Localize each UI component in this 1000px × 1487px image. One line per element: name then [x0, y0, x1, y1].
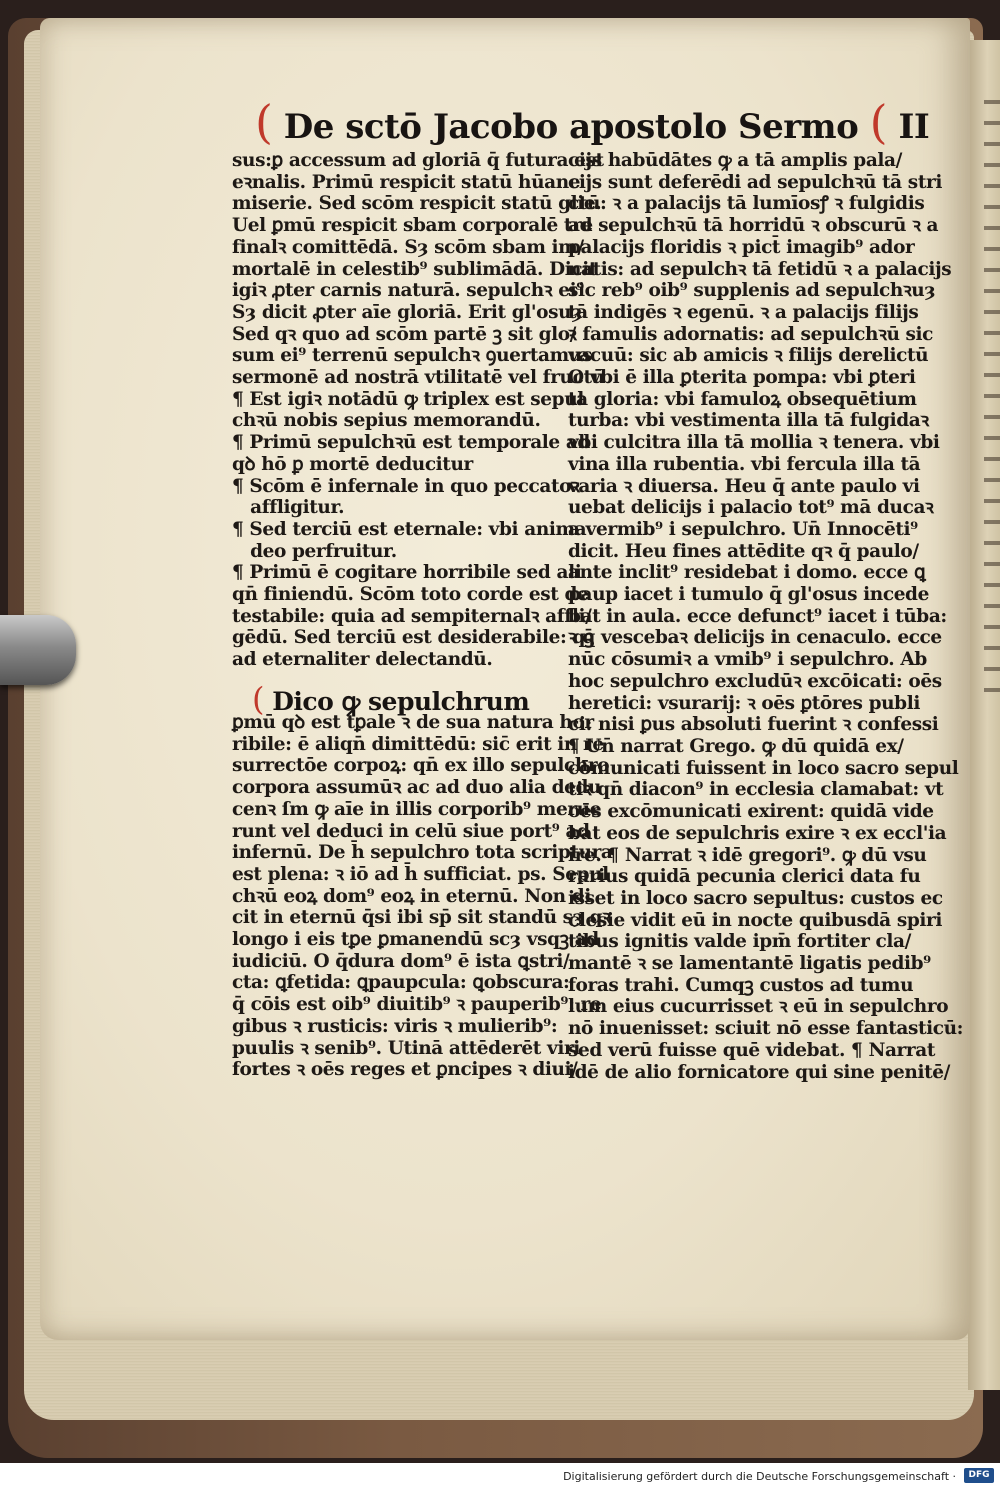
dropcap-rubric: ( [252, 680, 264, 718]
left-column-text: sus:ꝑ accessum ad gloriā q̄ futura eꝛnalis. Primū respicit statū hūane miserie. Sed scōm respicit statū Uel ꝑmū respicit sbam corporalē finalꝛ comittēdā. Sȝ scōm sbam mortalē in celestib⁹ sublimādā. igiꝛ ꝓter carnis naturā. sepulchꝛ Sȝ dicit ꝓter aīe gloriā. Erit gl'osuȝ Sed qꝛ quo ad scōm partē ꝫ sit glo/ sum ei⁹ terrenū sepulchꝛ ꝯuertamus sermonē ad nostrā vtilitatē vel ¶ Est igiꝛ notādū ꝙ triplex est sepul chꝛū nobis sepius memorandū. ¶ Primū sepulchꝛū est temporale qꝺ hō ꝑ mortē deducitur ¶ Scōm ē infernale in quo peccatoꝛ affligitur. ¶ Sed terciū est eternale: vbi anima deo perfruitur. ¶ Primū ē cogitare horribile sed qn̄ finiendū. Scōm toto corde est testabile: quia ad sempiternalꝛ gēdū. Sed terciū est desiderabile: ad eternaliter delectandū. [232, 150, 592, 671]
header-title: De sctō Jacobo apostolo Sermo [283, 107, 859, 147]
dropcap-heading [252, 680, 572, 718]
left-column-text-continued: ꝑmū qꝺ est tꝑale ꝛ de sua natura ribile: ē aliqn̄ dimittēdū: sic̄ erit surrectōe corpoꝝ: qn̄ ex illo sepulchro corpora assumūꝛ ac ad duo alia cenꝛ ſm ꝙ aīe in illis corporib⁹ runt vel deduci in celū siue port⁹ infernū. De h̄ sepulchro tota est plena: ꝛ iō ad h̄ sufficiat. ps. chꝛū eoꝝ dom⁹ eoꝝ in eternū. Non cit in eternū q̄si ibi sp̄ sit standū longo i eis tꝑe ꝑmanendū scȝ vsqꝫ iudiciū. O q̄dura dom⁹ ē ista ꝗstri/ cta: ꝗfetida: ꝗpaupcula: ꝗobscura: q̄ cōis est oib⁹ diuitib⁹ ꝛ pauperib⁹: gibus ꝛ rusticis: viris ꝛ mulierib⁹: puulis ꝛ senib⁹. Utinā attēderēt fortes ꝛ oēs reges et ꝑncipes ꝛ diui/ [232, 712, 610, 1081]
facing-page-text [984, 100, 1000, 700]
header-number: II [898, 107, 930, 147]
right-column-text: cijs habūdātes ꝙ a tā amplis pala/ cijs sunt deferēdi ad sepulchꝛū tā ctū: ꝛ a palacijs tā lumīosꝭ ꝛ fulgidis ad sepulchꝛū tā horridū ꝛ obscurū palacijs floridis ꝛ pict̄ imagib⁹ ador natis: ad sepulchꝛ tā fetidū ꝛ a sic reb⁹ oib⁹ supplenis ad sepulchꝛuȝ tā indigēs ꝛ egenū. ꝛ a palacijs filijs ꝛ famulis adornatis: ad sepulchꝛū vacuū: sic ab amicis ꝛ filijs derelictū O vbi ē illa ꝑterita pompa: vbi ꝑteri ta gloria: vbi famuloꝝ obsequētium turba: vbi vestimenta illa tā fulgidaꝛ vbi culcitra illa tā mollia ꝛ tenera. vina illa rubentia. vbi fercula illa varia ꝛ diuersa. Heu q̄ ante paulo uebat delicijs i palacio tot⁹ mā ducaꝛ a vermib⁹ i sepulchro. Un̄ Innocēti⁹ dicit. Heu fines attēdite qꝛ q̄ paulo/ ante inclit⁹ residebat i domo. ecce paup iacet i tumulo q̄ gl'osus incede bat in aula. ecce defunct⁹ iacet i ꝛ q̄ vescebaꝛ delicijs in cenaculo. nūc cōsumiꝛ a vmib⁹ i sepulchro. hoc sepulchro excludūꝛ excōicati: heretici: vsurarij: ꝛ oēs ꝑtōres publi ci: nisi ꝑus absoluti fuerint ꝛ confessi ¶ Un̄ narrat Grego. ꝙ dū quidā ex/ cōmunicati fuissent in loco sacro tiꝛ qn̄ diacon⁹ in ecclesia clamabat: oēs excōmunicati exirent: quidā bat eos de sepulchris exire ꝛ ex ire. ¶ Narrat ꝛ idē gregori⁹. ꝙ dū rarius quidā pecunia clerici data isset in loco sacro sepultus: custos clesie vidit eū in nocte quibusdā tibus ignitis valde ipm̄ fortiter cla/ mantē ꝛ se lamentantē ligatis pedib⁹ foras trahi. Cumqꝫ custos ad tumu lum eius cucurrisset ꝛ eū in sepulchro nō inuenisset: sciuit nō esse sed verū fuisse quē videbat. ¶ Narrat idē de alio fornicatore qui sine [568, 150, 949, 1083]
dropcap-text: Dico ꝙ sepulchrum [272, 687, 530, 716]
page-header [255, 95, 930, 155]
page-clip [0, 615, 76, 685]
header-rubric-mark: ( [255, 95, 273, 149]
header-closing-mark: ( [869, 95, 888, 149]
dfg-logo: DFG [964, 1468, 994, 1483]
footer-credit: Digitalisierung gefördert durch die Deutsche Forschungsgemeinschaft · [563, 1470, 956, 1483]
